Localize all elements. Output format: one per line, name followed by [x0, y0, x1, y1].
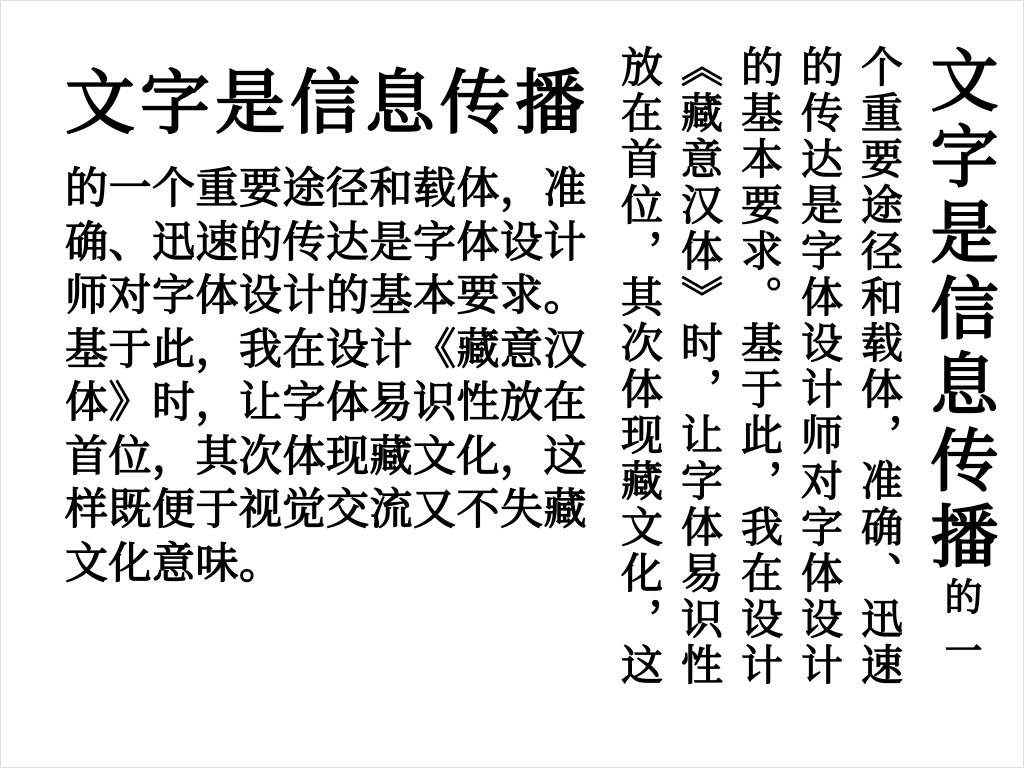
body-line: 体》时，让字体易识性放在 — [65, 379, 587, 427]
body-line: 的一个重要途径和载体，准 — [65, 165, 587, 213]
vertical-column: 的基本要求。基于此，我在设计 — [736, 45, 783, 689]
body-line: 基于此，我在设计《藏意汉 — [65, 325, 587, 374]
vertical-column: 个重要途径和载体，准确、迅速 — [856, 45, 903, 689]
vertical-title-column — [909, 45, 1009, 761]
horizontal-text-block — [65, 51, 613, 591]
body-line: 师对字体设计的基本要求。 — [65, 272, 587, 320]
vertical-text-block — [609, 45, 1009, 761]
body-line: 文化意味。 — [65, 539, 283, 588]
vertical-title-continuation: 的一 — [938, 577, 980, 685]
vertical-column: 的传达是字体设计师对字体设计 — [796, 45, 843, 689]
vertical-column: 放在首位，其次体现藏文化，这 — [616, 45, 663, 689]
body-line: 首位，其次体现藏文化，这 — [65, 432, 587, 481]
vertical-column: 《藏意汉体》时，让字体易识性 — [676, 45, 723, 689]
specimen-title-horizontal: 文字是信息传播 — [65, 64, 590, 142]
body-line: 确、迅速的传达是字体设计 — [65, 218, 587, 267]
body-line: 样既便于视觉交流又不失藏 — [65, 486, 587, 534]
specimen-title-vertical: 文字是信息传播 — [921, 45, 997, 577]
